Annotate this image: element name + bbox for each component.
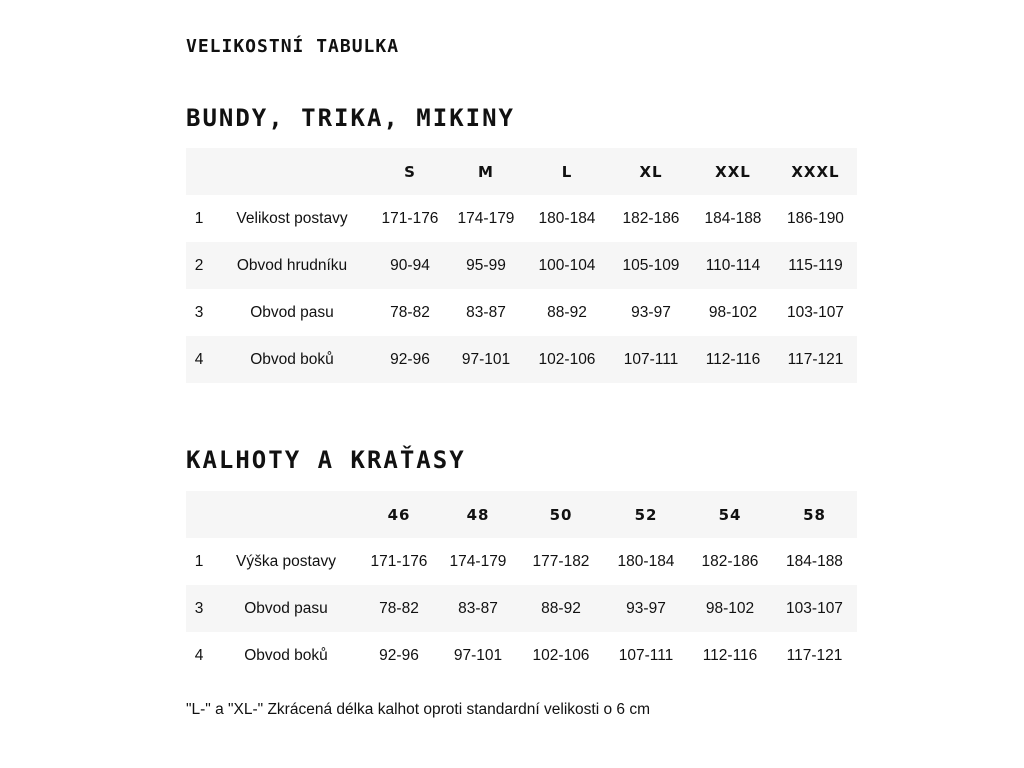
table-row [186,632,857,679]
row-number: 4 [194,350,204,368]
row-label: Velikost postavy [236,209,348,227]
table-cell: 182-186 [701,552,759,570]
row-number: 2 [194,256,204,274]
table-cell: 107-111 [618,646,674,664]
row-number: 1 [194,209,204,227]
size-header: XL [639,162,663,181]
header-cell-label [212,491,360,538]
table-cell: 110-114 [705,256,761,274]
table-cell: 112-116 [705,350,761,368]
table-cell: 93-97 [631,303,671,321]
row-number: 4 [194,646,204,664]
table-cell: 105-109 [622,256,680,274]
row-label: Obvod pasu [244,599,328,617]
table-cell: 78-82 [390,303,430,321]
table-cell: 182-186 [622,209,680,227]
table-cell: 90-94 [390,256,430,274]
footnote: "L-" a "XL-" Zkrácená délka kalhot oproti standardní velikosti o 6 cm [186,701,650,718]
table-cell: 117-121 [786,646,843,664]
table-cell: 180-184 [617,552,675,570]
table-cell: 93-97 [626,599,666,617]
row-label: Obvod pasu [250,303,334,321]
size-header: L [561,162,573,181]
size-header: 52 [634,505,658,524]
table-cell: 97-101 [461,350,511,368]
row-number: 3 [194,599,204,617]
table-row [186,585,857,632]
page-title: VELIKOSTNÍ TABULKA [186,36,400,57]
table-cell: 83-87 [458,599,498,617]
row-label: Výška postavy [236,552,336,570]
table-cell: 103-107 [786,599,843,617]
table-cell: 98-102 [705,599,755,617]
table-cell: 88-92 [541,599,581,617]
header-cell-num [186,491,212,538]
row-label: Obvod boků [244,646,328,664]
table-cell: 98-102 [708,303,758,321]
table-cell: 112-116 [702,646,758,664]
table-cell: 88-92 [547,303,587,321]
table-cell: 180-184 [538,209,596,227]
size-header: 58 [803,505,826,524]
table-cell: 171-176 [381,209,439,227]
table-cell: 102-106 [532,646,590,664]
size-header: 46 [387,505,411,524]
table-cell: 92-96 [390,350,430,368]
table-cell: 186-190 [787,209,844,227]
table-cell: 184-188 [704,209,762,227]
bottoms-size-table [186,491,857,679]
table-cell: 78-82 [379,599,419,617]
table-cell: 177-182 [532,552,590,570]
bottoms-section-title: KALHOTY A KRAŤASY [186,446,466,474]
table-cell: 184-188 [786,552,843,570]
table-cell: 102-106 [538,350,596,368]
table-cell: 174-179 [457,209,515,227]
table-cell: 97-101 [453,646,503,664]
header-cell-label [212,148,372,195]
tops-size-table [186,148,857,383]
row-number: 3 [194,303,204,321]
size-header: 48 [466,505,490,524]
table-cell: 174-179 [449,552,507,570]
size-header: XXXL [791,162,840,181]
table-row [186,289,857,336]
table-cell: 95-99 [466,256,506,274]
header-cell-num [186,148,212,195]
tops-section-title: BUNDY, TRIKA, MIKINY [186,104,515,132]
size-header: 50 [549,505,573,524]
size-header: 54 [718,505,742,524]
table-cell: 115-119 [788,256,843,274]
table-cell: 103-107 [787,303,844,321]
size-header: S [404,162,416,181]
table-row [186,336,857,383]
table-row [186,538,857,585]
row-label: Obvod boků [250,350,334,368]
row-number: 1 [194,552,204,570]
table-cell: 171-176 [370,552,428,570]
table-cell: 107-111 [623,350,679,368]
size-header: M [478,162,494,181]
table-cell: 117-121 [787,350,844,368]
table-row [186,242,857,289]
table-header-row [186,491,857,538]
table-cell: 83-87 [466,303,506,321]
table-cell: 100-104 [538,256,596,274]
table-row [186,195,857,242]
row-label: Obvod hrudníku [236,256,348,274]
table-cell: 92-96 [379,646,419,664]
table-header-row [186,148,857,195]
size-header: XXL [715,162,751,181]
